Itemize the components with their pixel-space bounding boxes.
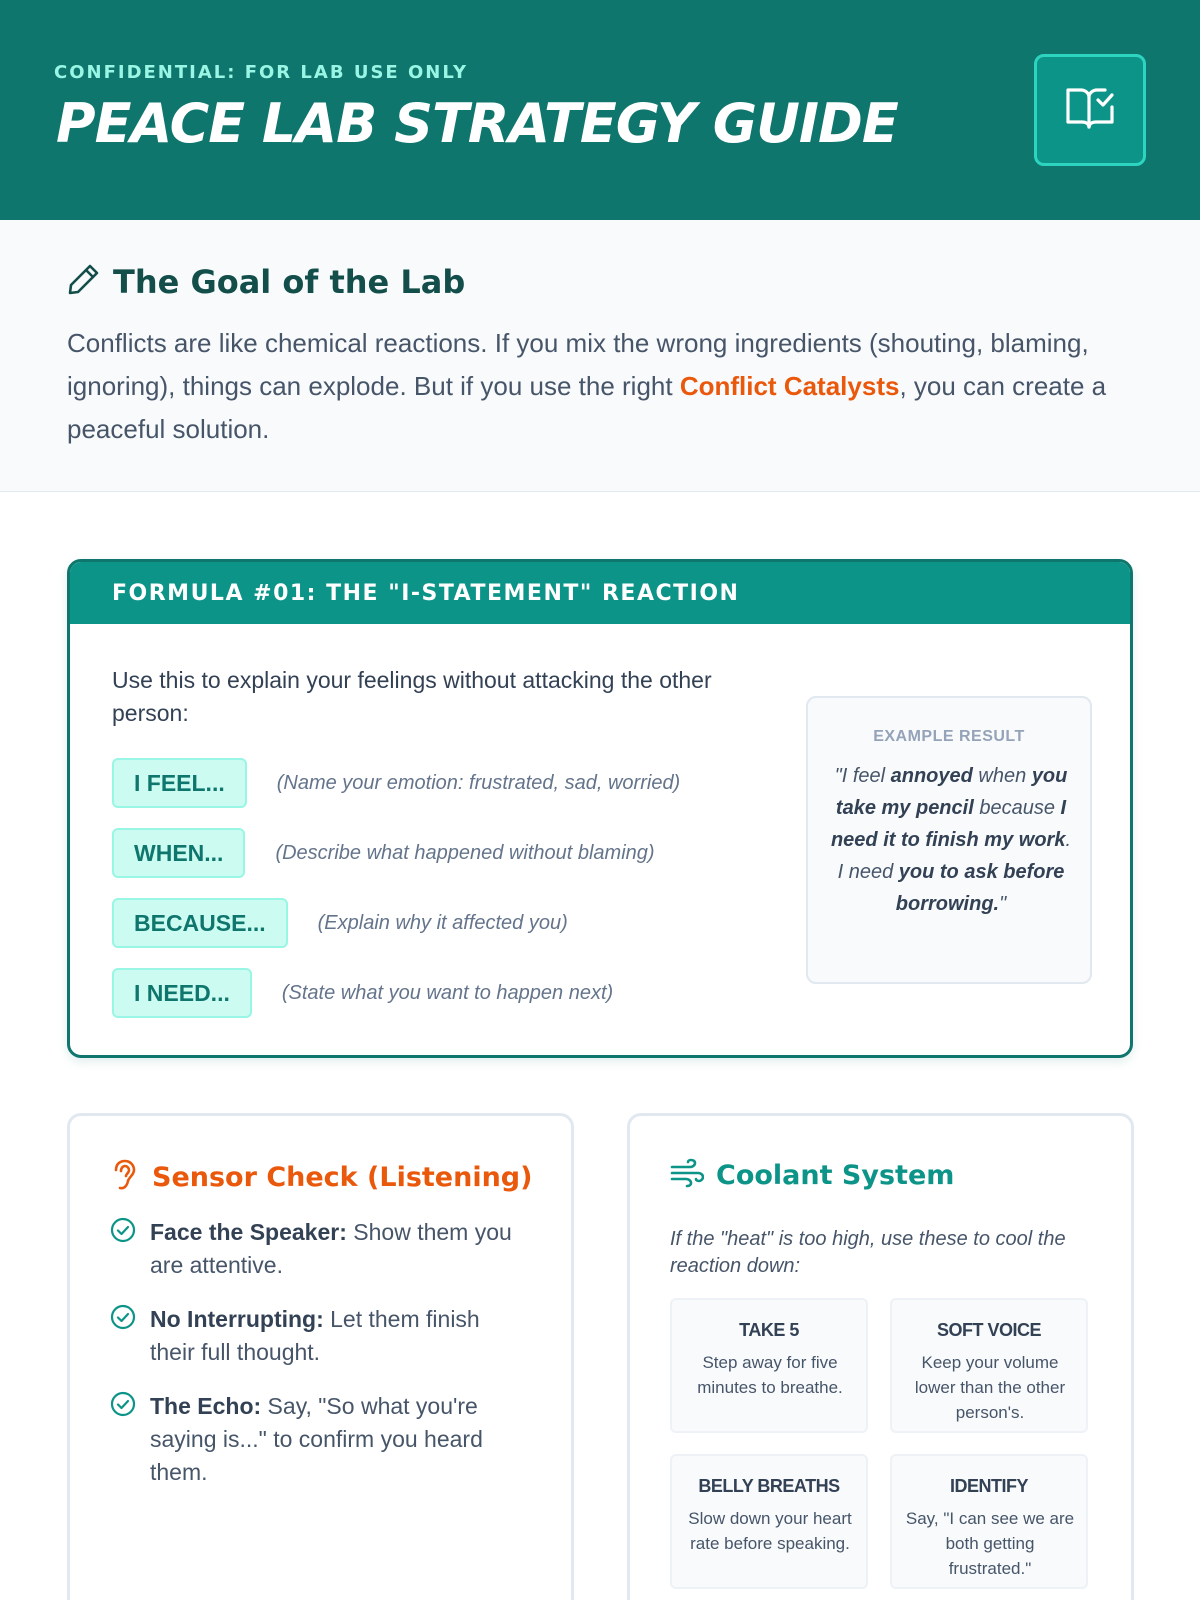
listening-item-bold: Face the Speaker:: [150, 1219, 347, 1245]
page-header: [0, 0, 1200, 220]
tile-title: TAKE 5: [739, 1320, 799, 1340]
quote-part: ": [999, 893, 1007, 915]
coolant-heading: [670, 1158, 954, 1193]
tile-body: Say, "I can see we are both getting frustrated.": [905, 1509, 1075, 1578]
listening-item: [110, 1303, 530, 1369]
quote-emphasis: I need it to finish my work: [830, 797, 1067, 851]
listening-title: Sensor Check (Listening): [152, 1162, 533, 1193]
formula-header-label: FORMULA #01: THE "I-STATEMENT" REACTION: [112, 581, 740, 606]
step-label: BECAUSE...: [112, 898, 288, 948]
coolant-tile: [670, 1454, 868, 1589]
example-result-box: [806, 696, 1092, 984]
goal-text: [67, 322, 1137, 451]
listening-item-text: [150, 1216, 530, 1282]
coolant-tile: [890, 1454, 1088, 1589]
step-description: (Name your emotion: frustrated, sad, worried): [276, 771, 681, 794]
quote-part: because: [973, 797, 1061, 819]
listening-item: [110, 1390, 530, 1489]
step-description: (State what you want to happen next): [281, 981, 614, 1004]
coolant-card: [627, 1113, 1134, 1600]
formula-card: [67, 559, 1133, 1058]
quote-part: . I need: [837, 829, 1072, 883]
quote-emphasis: you take my pencil: [835, 765, 1068, 819]
coolant-title: Coolant System: [716, 1160, 955, 1191]
conflict-catalysts-highlight: Conflict Catalysts: [679, 371, 900, 401]
quote-part: "I feel: [834, 765, 891, 787]
confidential-label: CONFIDENTIAL: FOR LAB USE ONLY: [54, 62, 469, 83]
example-quote: [830, 760, 1072, 920]
listening-item-bold: The Echo:: [150, 1393, 262, 1419]
tile-body: Slow down your heart rate before speaking.: [688, 1509, 852, 1553]
formula-header: [70, 562, 1130, 624]
listening-item-rest: Show them you are attentive.: [150, 1219, 512, 1278]
tile-body: Keep your volume lower than the other person's.: [914, 1353, 1066, 1422]
formula-step: [112, 758, 680, 808]
tile-title: IDENTIFY: [949, 1476, 1028, 1496]
step-label: I FEEL...: [112, 758, 247, 808]
listening-item-bold: No Interrupting:: [150, 1306, 324, 1332]
formula-step: [112, 828, 655, 878]
goal-section: [0, 220, 1200, 492]
tile-title: SOFT VOICE: [936, 1320, 1041, 1340]
check-circle-icon: [110, 1217, 136, 1248]
quote-emphasis: annoyed: [890, 765, 973, 787]
wind-icon: [670, 1158, 704, 1193]
listening-item: [110, 1216, 530, 1282]
goal-text-part: Conflicts are like chemical reactions. If you mix the wrong ingredients (shouting, blaming, ignoring), things can explode. But if you use the right: [67, 328, 1089, 401]
example-label: EXAMPLE RESULT: [873, 728, 1025, 745]
goal-text-part: , you can create a peaceful solution.: [67, 371, 1107, 444]
formula-intro: Use this to explain your feelings without attacking the other person:: [112, 667, 712, 726]
goal-heading: [67, 262, 465, 301]
coolant-tile: [890, 1298, 1088, 1433]
listening-item-text: [150, 1390, 530, 1489]
step-label: I NEED...: [112, 968, 252, 1018]
check-circle-icon: [110, 1304, 136, 1335]
formula-step: [112, 898, 568, 948]
tile-body: Step away for five minutes to breathe.: [697, 1353, 843, 1397]
step-label: WHEN...: [112, 828, 245, 878]
check-circle-icon: [110, 1391, 136, 1422]
step-description: (Explain why it affected you): [317, 911, 568, 934]
pencil-icon: [67, 262, 101, 301]
listening-heading: [110, 1158, 532, 1197]
step-description: (Describe what happened without blaming): [275, 841, 655, 864]
quote-emphasis: you to ask before borrowing.: [895, 861, 1065, 915]
listening-item-text: [150, 1303, 530, 1369]
book-check-badge: [1034, 54, 1146, 166]
tile-title: BELLY BREATHS: [698, 1476, 840, 1496]
page-title: PEACE LAB STRATEGY GUIDE: [56, 92, 898, 155]
listening-card: [67, 1113, 574, 1600]
book-check-icon: [1065, 85, 1115, 136]
coolant-intro: If the "heat" is too high, use these to cool the reaction down:: [670, 1228, 1066, 1277]
goal-title: The Goal of the Lab: [113, 262, 466, 301]
listening-item-rest: Say, "So what you're saying is..." to confirm you heard them.: [150, 1393, 483, 1485]
coolant-tile: [670, 1298, 868, 1433]
listening-item-rest: Let them finish their full thought.: [150, 1306, 480, 1365]
quote-part: when: [972, 765, 1032, 787]
formula-step: [112, 968, 613, 1018]
ear-icon: [110, 1158, 140, 1197]
